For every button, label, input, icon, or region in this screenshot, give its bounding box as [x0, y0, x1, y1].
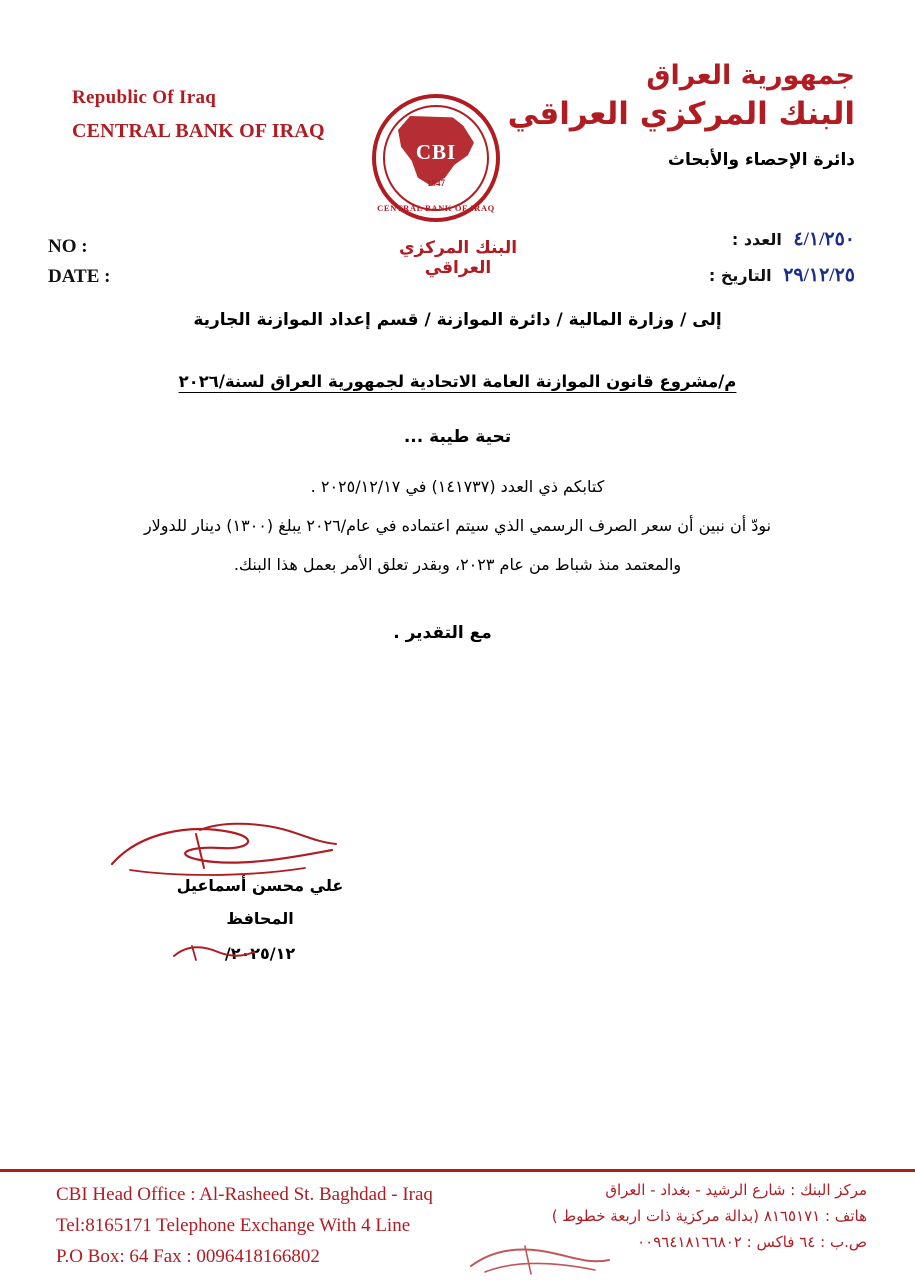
english-bank-name: CENTRAL BANK OF IRAQ: [72, 120, 325, 143]
english-country-name: Republic Of Iraq: [72, 87, 217, 108]
signature-block: [100, 820, 420, 963]
cbi-logo-icon: [372, 94, 500, 222]
footer-ar-line-3: ص.ب : ٦٤ فاكس : ٠٠٩٦٤١٨١٦٦٨٠٢: [637, 1232, 867, 1251]
english-letterhead: [72, 82, 325, 148]
logo-initials: CBI: [415, 140, 457, 164]
footer-ar-line-2: هاتف : ٨١٦٥١٧١ (بدالة مركزية ذات اربعة خطوط ): [551, 1206, 867, 1225]
signature-date: [100, 944, 420, 963]
footer-stamp-icon: [465, 1238, 615, 1278]
arabic-letterhead: [508, 58, 855, 170]
arabic-bank-name: البنك المركزي العراقي: [507, 96, 855, 133]
arabic-country-name: جمهورية العراق: [646, 60, 855, 91]
signature-date-ink-icon: [170, 940, 260, 964]
closing-line: مع التقدير .: [393, 622, 492, 643]
department-name: دائرة الإحصاء والأبحاث: [667, 150, 855, 171]
reference-number-row: [709, 222, 855, 258]
signatory-title: المحافظ: [226, 909, 294, 928]
logo-arc-text: CENTRAL BANK OF IRAQ: [377, 203, 495, 213]
addressee-line: إلى / وزارة المالية / دائرة الموازنة / قسم إعداد الموازنة الجارية: [193, 310, 722, 330]
reference-date-row: [709, 258, 855, 294]
paragraph-2: نودّ أن نبين أن سعر الصرف الرسمي الذي سيتم اعتماده في عام/٢٠٢٦ يبلغ (١٣٠٠) دينار للدولار: [143, 516, 772, 536]
footer-english-address: [56, 1180, 433, 1272]
reference-date-label: التاريخ :: [708, 266, 772, 286]
paragraph-1: كتابكم ذي العدد (١٤١٧٣٧) في ٢٠٢٥/١٢/١٧ .: [310, 477, 605, 496]
footer-en-line-1: CBI Head Office : Al-Rasheed St. Baghdad - Iraq: [56, 1184, 433, 1205]
footer-en-line-3: P.O Box: 64 Fax : 0096418166802: [56, 1245, 320, 1267]
subject-line: م/مشروع قانون الموازنة العامة الاتحادية لجمهورية العراق لسنة/٢٠٢٦: [178, 372, 737, 391]
reference-date-value: ٢٩/١٢/٢٥: [783, 265, 855, 287]
signatory-name: علي محسن أسماعيل: [176, 876, 344, 895]
signature-date-text: ٢٠٢٥/١٢/: [224, 944, 296, 963]
reference-block: [709, 222, 855, 294]
no-label: NO :: [48, 236, 88, 257]
logo-arabic-caption: البنك المركزي العراقي: [398, 238, 518, 278]
footer-en-line-2: Tel:8165171 Telephone Exchange With 4 Line: [56, 1214, 411, 1236]
date-label: DATE :: [48, 266, 111, 288]
paragraph-3: والمعتمد منذ شباط من عام ٢٠٢٣، وبقدر تعلق الأمر بعمل هذا البنك.: [233, 555, 682, 575]
footer-ar-line-1: مركز البنك : شارع الرشيد - بغداد - العراق: [605, 1181, 867, 1199]
page-footer: [0, 1169, 915, 1280]
handwritten-signature-icon: [100, 820, 420, 882]
reference-number-label: العدد :: [731, 230, 782, 249]
no-date-labels: [48, 232, 110, 293]
reference-number-value: ٤/١/٢٥٠: [793, 229, 855, 250]
logo-year: 1947: [427, 178, 445, 188]
letter-body: [58, 310, 857, 643]
greeting-line: تحية طيبة ...: [403, 427, 512, 447]
